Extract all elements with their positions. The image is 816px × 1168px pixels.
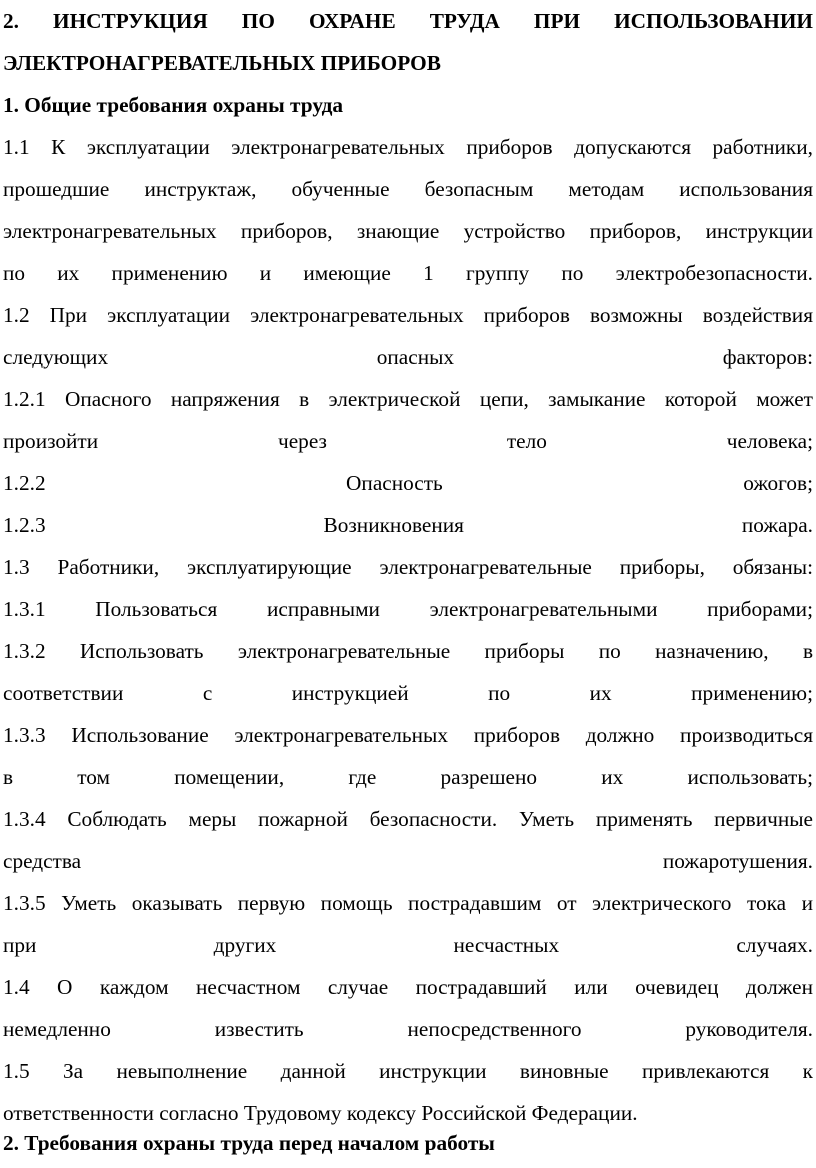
paragraph-line: 1.3 Работники, эксплуатирующие электронагревательные приборы, обязаны: bbox=[3, 555, 813, 579]
paragraph-line: немедленно известить непосредственного руководителя. bbox=[3, 1017, 813, 1041]
paragraph-line: 1.2.2 Опасность ожогов; bbox=[3, 471, 813, 495]
paragraph-line: в том помещении, где разрешено их использовать; bbox=[3, 765, 813, 789]
section-heading-general-requirements: 1. Общие требования охраны труда bbox=[3, 93, 344, 117]
paragraph-line: по их применению и имеющие 1 группу по электробезопасности. bbox=[3, 261, 813, 285]
document-title-line-2: ЭЛЕКТРОНАГРЕВАТЕЛЬНЫХ ПРИБОРОВ bbox=[3, 51, 441, 75]
paragraph-line: электронагревательных приборов, знающие устройство приборов, инструкции bbox=[3, 219, 813, 243]
paragraph-line: следующих опасных факторов: bbox=[3, 345, 813, 369]
paragraph-line: 1.4 О каждом несчастном случае пострадавший или очевидец должен bbox=[3, 975, 813, 999]
paragraph-line: 1.1 К эксплуатации электронагревательных приборов допускаются работники, bbox=[3, 135, 813, 159]
paragraph-line: 1.2.3 Возникновения пожара. bbox=[3, 513, 813, 537]
paragraph-line: произойти через тело человека; bbox=[3, 429, 813, 453]
paragraph-line: средства пожаротушения. bbox=[3, 849, 813, 873]
paragraph-line: 1.5 За невыполнение данной инструкции виновные привлекаются к bbox=[3, 1059, 813, 1083]
paragraph-line: 1.3.5 Уметь оказывать первую помощь пострадавшим от электрического тока и bbox=[3, 891, 813, 915]
paragraph-line: соответствии с инструкцией по их применению; bbox=[3, 681, 813, 705]
paragraph-line: 1.3.4 Соблюдать меры пожарной безопасности. Уметь применять первичные bbox=[3, 807, 813, 831]
paragraph-line: 1.3.1 Пользоваться исправными электронагревательными приборами; bbox=[3, 597, 813, 621]
paragraph-line: ответственности согласно Трудовому кодексу Российской Федерации. bbox=[3, 1101, 638, 1125]
document-title-line-1: 2. ИНСТРУКЦИЯ ПО ОХРАНЕ ТРУДА ПРИ ИСПОЛЬЗОВАНИИ bbox=[3, 9, 813, 33]
paragraph-line: 1.3.3 Использование электронагревательных приборов должно производиться bbox=[3, 723, 813, 747]
paragraph-line: 1.2 При эксплуатации электронагревательных приборов возможны воздействия bbox=[3, 303, 813, 327]
paragraph-line: прошедшие инструктаж, обученные безопасным методам использования bbox=[3, 177, 813, 201]
paragraph-line: 1.2.1 Опасного напряжения в электрической цепи, замыкание которой может bbox=[3, 387, 813, 411]
section-heading-before-work: 2. Требования охраны труда перед началом работы bbox=[3, 1131, 495, 1155]
paragraph-line: при других несчастных случаях. bbox=[3, 933, 813, 957]
paragraph-line: 1.3.2 Использовать электронагревательные приборы по назначению, в bbox=[3, 639, 813, 663]
